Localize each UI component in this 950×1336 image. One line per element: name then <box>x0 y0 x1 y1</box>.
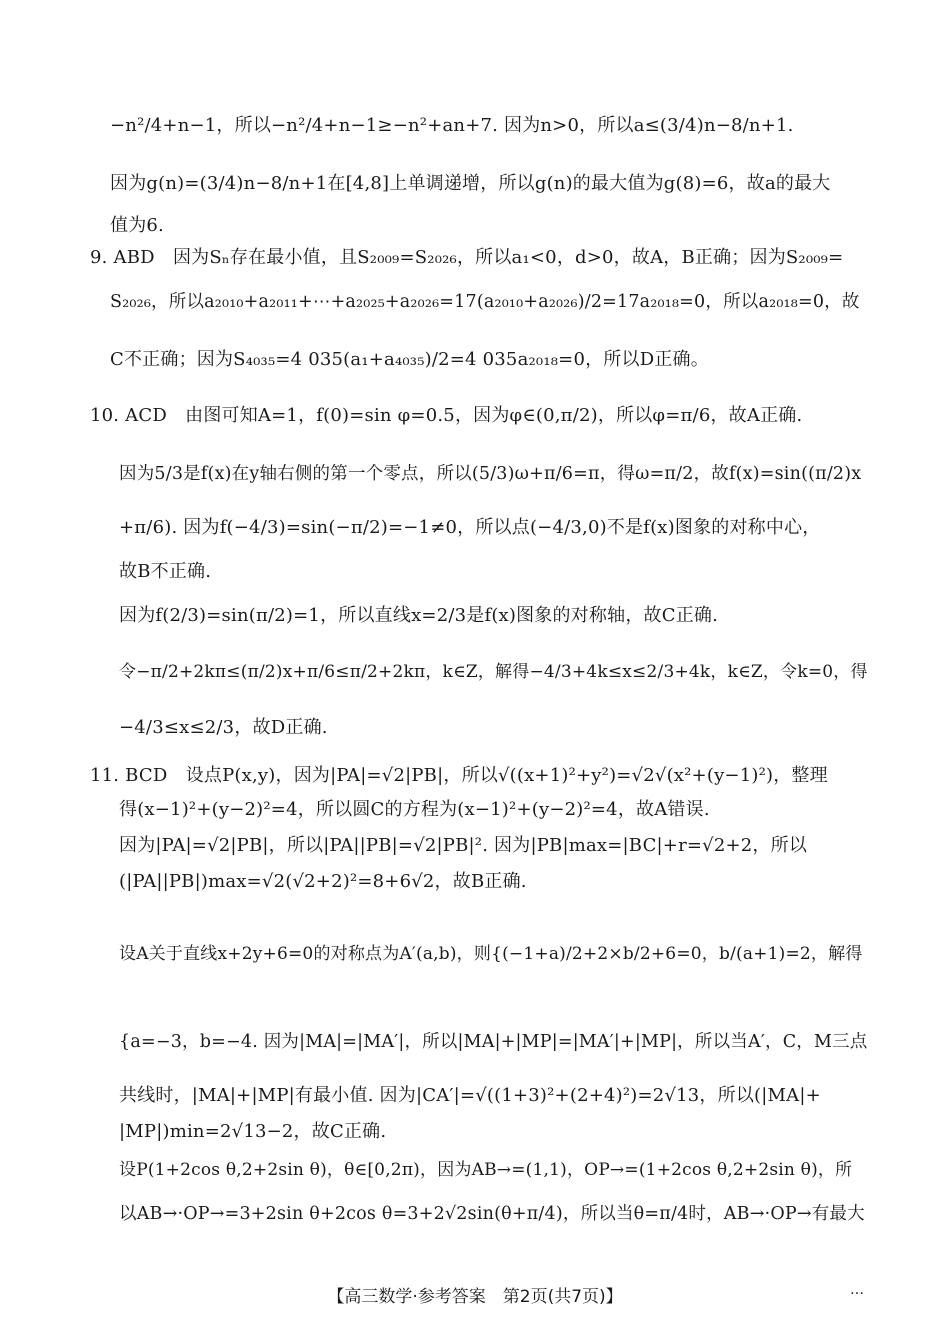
problem-10-line-5: 因为f(2/3)=sin(π/2)=1，所以直线x=2/3是f(x)图象的对称轴，故C正确. <box>119 605 719 626</box>
text-line-2: 因为g(n)=(3/4)n−8/n+1在[4,8]上单调递增，所以g(n)的最大值为g(8)=6，故a的最大 <box>110 173 831 194</box>
text-line-3: 值为6. <box>110 215 164 236</box>
problem-11-line-9: 设P(1+2cos θ,2+2sin θ)，θ∈[0,2π)，因为AB→=(1,1)，OP→=(1+2cos θ,2+2sin θ)，所 <box>119 1160 853 1180</box>
problem-10-line-7: −4/3≤x≤2/3，故D正确. <box>119 717 328 738</box>
problem-11-line-3: 因为|PA|=√2|PB|，所以|PA||PB|=√2|PB|². 因为|PB|max=|BC|+r=√2+2，所以 <box>119 835 808 856</box>
problem-10-line-3: +π/6). 因为f(−4/3)=sin(−π/2)=−1≠0，所以点(−4/3,0)不是f(x)图象的对称中心， <box>119 517 821 538</box>
problem-9-line-2: S₂₀₂₆，所以a₂₀₁₀+a₂₀₁₁+⋯+a₂₀₂₅+a₂₀₂₆=17(a₂₀₁₀+a₂₀₂₆)/2=17a₂₀₁₈=0，所以a₂₀₁₈=0，故 <box>110 292 860 312</box>
problem-9-line-3: C不正确；因为S₄₀₃₅=4 035(a₁+a₄₀₃₅)/2=4 035a₂₀₁₈=0，所以D正确。 <box>110 349 709 370</box>
text-line-1: −n²/4+n−1，所以−n²/4+n−1≥−n²+an+7. 因为n>0，所以a≤(3/4)n−8/n+1. <box>110 115 794 136</box>
problem-11-line-2: 得(x−1)²+(y−2)²=4，所以圆C的方程为(x−1)²+(y−2)²=4，故A错误. <box>119 799 710 820</box>
problem-11-line-8: |MP|)min=2√13−2，故C正确. <box>119 1121 387 1142</box>
problem-10-line-6: 令−π/2+2kπ≤(π/2)x+π/6≤π/2+2kπ，k∈Z，解得−4/3+4k≤x≤2/3+4k，k∈Z，令k=0，得 <box>119 662 868 682</box>
problem-10-line-4: 故B不正确. <box>119 561 212 582</box>
problem-9-line-1: 9. ABD 因为Sₙ存在最小值，且S₂₀₀₉=S₂₀₂₆，所以a₁<0，d>0，故A，B正确；因为S₂₀₀₉= <box>90 247 844 268</box>
problem-11-line-4: (|PA||PB|)max=√2(√2+2)²=8+6√2，故B正确. <box>119 871 527 892</box>
problem-10-line-1: 10. ACD 由图可知A=1，f(0)=sin φ=0.5，因为φ∈(0,π/2)，所以φ=π/6，故A正确. <box>90 405 803 426</box>
footer-mark: … <box>850 1282 864 1298</box>
page-footer: 【高三数学·参考答案 第2页(共7页)】 <box>327 1287 623 1307</box>
problem-11-line-10: 以AB→·OP→=3+2sin θ+2cos θ=3+2√2sin(θ+π/4)，所以当θ=π/4时，AB→·OP→有最大 <box>119 1204 865 1224</box>
problem-11-line-1: 11. BCD 设点P(x,y)，因为|PA|=√2|PB|，所以√((x+1)²+y²)=√2√(x²+(y−1)²)，整理 <box>90 765 828 786</box>
problem-10-line-2: 因为5/3是f(x)在y轴右侧的第一个零点，所以(5/3)ω+π/6=π，得ω=π/2，故f(x)=sin((π/2)x <box>119 464 862 484</box>
problem-11-line-5: 设A关于直线x+2y+6=0的对称点为A′(a,b)，则{(−1+a)/2+2×b/2+6=0，b/(a+1)=2，解得 <box>119 944 863 964</box>
problem-11-line-6: {a=−3，b=−4. 因为|MA|=|MA′|，所以|MA|+|MP|=|MA′|+|MP|，所以当A′，C，M三点 <box>119 1032 868 1052</box>
problem-11-line-7: 共线时，|MA|+|MP|有最小值. 因为|CA′|=√((1+3)²+(2+4)²)=2√13，所以(|MA|+ <box>119 1085 821 1106</box>
